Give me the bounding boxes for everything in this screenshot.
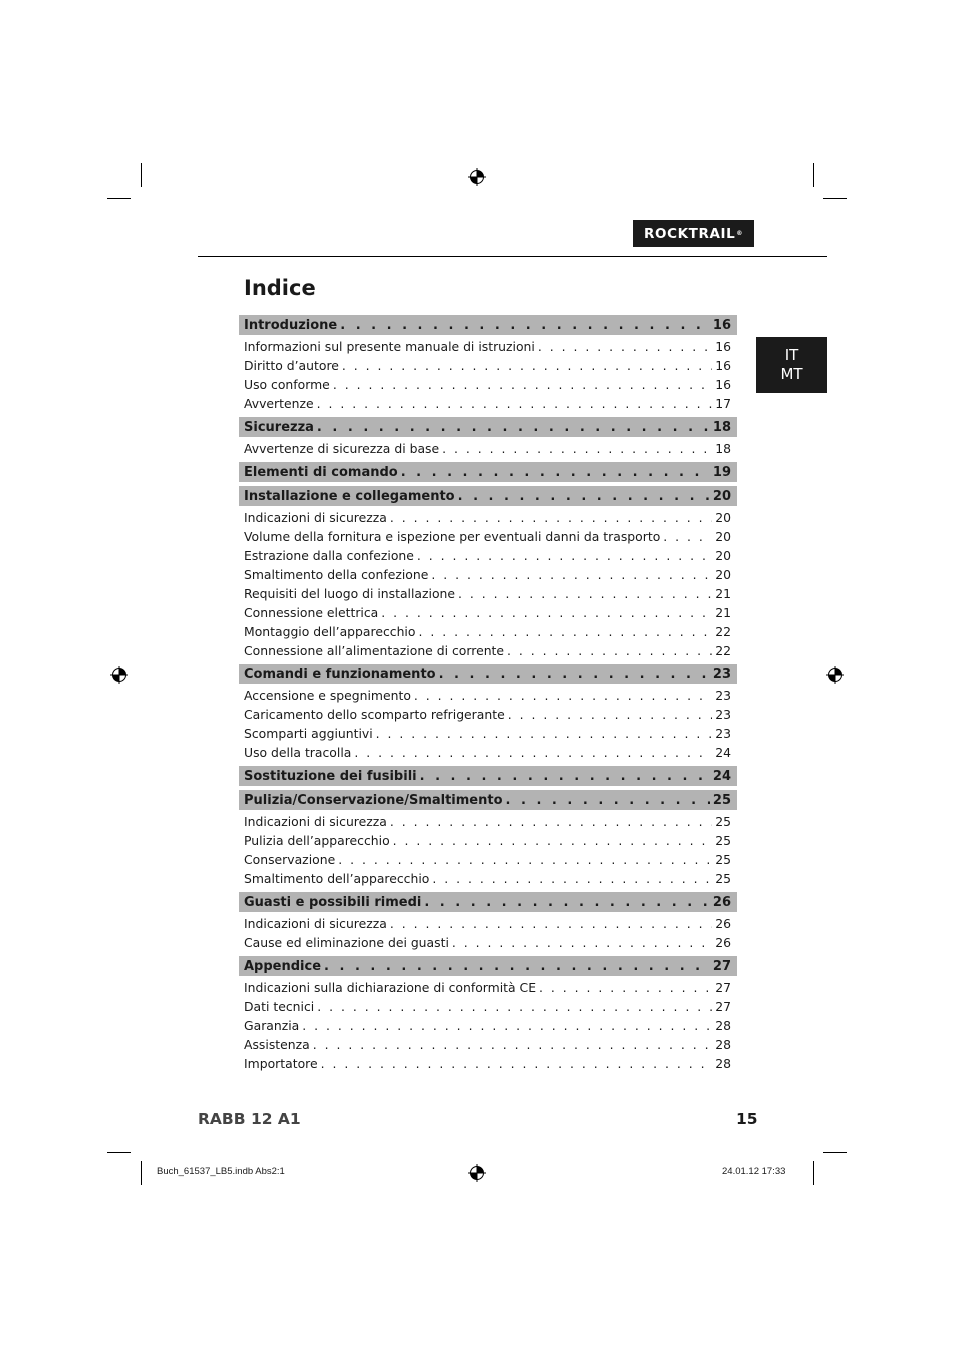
toc-leader-dots [431, 567, 712, 582]
crop-mark [107, 198, 131, 199]
toc-entry-label: Scomparti aggiuntivi [244, 726, 373, 741]
toc-entry-label: Informazioni sul presente manuale di istruzioni [244, 339, 535, 354]
toc-entry-label: Indicazioni sulla dichiarazione di conformità CE [244, 980, 537, 995]
toc-leader-dots [539, 980, 712, 995]
toc-section-page: 24 [712, 768, 731, 784]
toc-section-heading[interactable] [239, 956, 737, 976]
toc-entry-label: Smaltimento dell’apparecchio [244, 871, 430, 886]
brand-logo-text: ROCKTRAIL [644, 225, 736, 242]
toc-entry-page: 28 [715, 1018, 731, 1033]
toc-leader-dots [390, 916, 712, 931]
toc-entry-label: Uso della tracolla [244, 745, 352, 760]
toc-section-heading[interactable] [239, 315, 737, 335]
toc-entry-label: Diritto d’autore [244, 358, 339, 373]
toc-entry[interactable] [239, 394, 737, 413]
toc-entry-page: 16 [715, 377, 731, 392]
print-slug-date: 24.01.12 17:33 [722, 1166, 786, 1177]
toc-section-heading[interactable] [239, 486, 737, 506]
toc-section-page: 25 [712, 792, 731, 808]
toc-section-heading[interactable] [239, 766, 737, 786]
toc-entry-page: 27 [715, 980, 731, 995]
toc-leader-dots [418, 624, 712, 639]
toc-leader-dots [458, 489, 710, 504]
toc-entry[interactable] [239, 641, 737, 660]
toc-section-heading[interactable] [239, 892, 737, 912]
toc-entry-label: Montaggio dell’apparecchio [244, 624, 416, 639]
toc-leader-dots [538, 339, 712, 354]
language-code-mt: MT [780, 365, 803, 383]
print-slug-file: Buch_61537_LB5.indb Abs2:1 [157, 1166, 285, 1177]
toc-entry-label: Volume della fornitura e ispezione per eventuali danni da trasporto [244, 529, 661, 544]
toc-entry-label: Uso conforme [244, 377, 330, 392]
toc-section-page: 18 [712, 419, 731, 435]
toc-entry-page: 25 [715, 852, 731, 867]
toc-leader-dots [340, 318, 710, 333]
toc-entry-label: Indicazioni di sicurezza [244, 814, 387, 829]
toc-leader-dots [508, 707, 713, 722]
crop-mark [141, 1161, 142, 1185]
toc-entry[interactable] [239, 337, 737, 356]
toc-entry-label: Dati tecnici [244, 999, 315, 1014]
toc-section-page: 26 [712, 894, 731, 910]
toc-leader-dots [317, 396, 713, 411]
toc-entry[interactable] [239, 978, 737, 997]
crop-mark [107, 1152, 131, 1153]
toc-leader-dots [390, 510, 712, 525]
toc-leader-dots [439, 667, 710, 682]
toc-entry-page: 24 [715, 745, 731, 760]
model-number: RABB 12 A1 [198, 1110, 301, 1128]
toc-leader-dots [393, 833, 713, 848]
toc-entry[interactable] [239, 743, 737, 762]
toc-entry-page: 25 [715, 814, 731, 829]
toc-leader-dots [442, 441, 712, 456]
toc-entry-page: 23 [715, 726, 731, 741]
toc-entry[interactable] [239, 375, 737, 394]
toc-entry[interactable] [239, 933, 737, 952]
toc-section-title: Sicurezza [244, 419, 314, 435]
page-number: 15 [736, 1110, 758, 1128]
toc-leader-dots [338, 852, 712, 867]
toc-section-page: 16 [712, 317, 731, 333]
toc-section-title: Guasti e possibili rimedi [244, 894, 422, 910]
toc-entry-page: 20 [715, 510, 731, 525]
toc-entry-page: 20 [715, 548, 731, 563]
toc-entry[interactable] [239, 508, 737, 527]
toc-section-page: 19 [712, 464, 731, 480]
toc-leader-dots [376, 726, 713, 741]
toc-section-title: Introduzione [244, 317, 338, 333]
toc-entry-label: Caricamento dello scomparto refrigerante [244, 707, 505, 722]
toc-section-heading[interactable] [239, 664, 737, 684]
toc-entry[interactable] [239, 584, 737, 603]
toc-section-title: Appendice [244, 958, 322, 974]
toc-section-page: 23 [712, 666, 731, 682]
toc-leader-dots [506, 793, 710, 808]
toc-leader-dots [507, 643, 712, 658]
toc-entry-label: Indicazioni di sicurezza [244, 510, 387, 525]
toc-entry-label: Pulizia dell’apparecchio [244, 833, 390, 848]
toc-section-items [239, 508, 737, 660]
toc-section-items [239, 337, 737, 413]
toc-entry-label: Indicazioni di sicurezza [244, 916, 387, 931]
toc-section-heading[interactable] [239, 790, 737, 810]
toc-entry[interactable] [239, 831, 737, 850]
toc-entry[interactable] [239, 1016, 737, 1035]
toc-entry[interactable] [239, 622, 737, 641]
toc-section-title: Pulizia/Conservazione/Smaltimento [244, 792, 503, 808]
registration-mark-icon [826, 666, 844, 684]
toc-section-title: Comandi e funzionamento [244, 666, 436, 682]
toc-entry-page: 27 [715, 999, 731, 1014]
crop-mark [813, 163, 814, 187]
toc-leader-dots [663, 529, 712, 544]
toc-leader-dots [333, 377, 712, 392]
toc-section-page: 20 [712, 488, 731, 504]
crop-mark [823, 198, 847, 199]
toc-entry[interactable] [239, 1035, 737, 1054]
toc-entry[interactable] [239, 439, 737, 458]
toc-entry-label: Avvertenze di sicurezza di base [244, 441, 440, 456]
toc-entry-label: Requisiti del luogo di installazione [244, 586, 456, 601]
toc-entry-label: Conservazione [244, 852, 336, 867]
toc-entry-page: 22 [715, 643, 731, 658]
toc-entry-label: Smaltimento della confezione [244, 567, 429, 582]
toc-entry-page: 22 [715, 624, 731, 639]
crop-mark [813, 1161, 814, 1185]
language-tab [756, 337, 827, 393]
toc-section-page: 27 [712, 958, 731, 974]
toc-leader-dots [321, 1056, 713, 1071]
table-of-contents [239, 315, 737, 1077]
toc-leader-dots [342, 358, 712, 373]
toc-entry-label: Connessione all’alimentazione di corrente [244, 643, 505, 658]
toc-entry-label: Estrazione dalla confezione [244, 548, 414, 563]
toc-entry-label: Garanzia [244, 1018, 300, 1033]
toc-leader-dots [432, 871, 712, 886]
toc-leader-dots [417, 548, 712, 563]
toc-entry[interactable] [239, 705, 737, 724]
toc-entry-page: 23 [715, 707, 731, 722]
toc-entry-page: 26 [715, 935, 731, 950]
toc-section-items [239, 439, 737, 458]
toc-leader-dots [313, 1037, 713, 1052]
toc-leader-dots [317, 999, 712, 1014]
toc-entry-page: 16 [715, 339, 731, 354]
toc-entry-page: 25 [715, 871, 731, 886]
toc-entry[interactable] [239, 546, 737, 565]
toc-entry[interactable] [239, 914, 737, 933]
toc-entry-label: Avvertenze [244, 396, 314, 411]
toc-leader-dots [381, 605, 712, 620]
toc-leader-dots [458, 586, 712, 601]
toc-leader-dots [317, 420, 710, 435]
crop-mark [141, 163, 142, 187]
toc-entry-label: Assistenza [244, 1037, 310, 1052]
toc-entry[interactable] [239, 997, 737, 1016]
toc-entry[interactable] [239, 850, 737, 869]
toc-section-items [239, 914, 737, 952]
toc-entry-label: Cause ed eliminazione dei guasti [244, 935, 449, 950]
toc-leader-dots [401, 465, 710, 480]
toc-section-items [239, 812, 737, 888]
toc-entry-label: Accensione e spegnimento [244, 688, 411, 703]
toc-leader-dots [302, 1018, 712, 1033]
registration-mark-icon [468, 168, 486, 186]
toc-leader-dots [354, 745, 712, 760]
toc-entry-page: 20 [715, 567, 731, 582]
toc-leader-dots [390, 814, 712, 829]
toc-entry-page: 26 [715, 916, 731, 931]
toc-leader-dots [414, 688, 712, 703]
header-rule [198, 256, 827, 257]
toc-entry[interactable] [239, 724, 737, 743]
toc-section-heading[interactable] [239, 462, 737, 482]
toc-entry[interactable] [239, 1054, 737, 1073]
toc-entry[interactable] [239, 869, 737, 888]
toc-section-items [239, 686, 737, 762]
toc-entry-page: 21 [715, 605, 731, 620]
registration-mark-icon [110, 666, 128, 684]
toc-entry[interactable] [239, 812, 737, 831]
brand-logo [633, 220, 754, 247]
toc-section-title: Sostituzione dei fusibili [244, 768, 417, 784]
toc-entry[interactable] [239, 356, 737, 375]
toc-entry-label: Importatore [244, 1056, 318, 1071]
toc-entry[interactable] [239, 603, 737, 622]
toc-entry-page: 25 [715, 833, 731, 848]
toc-entry-page: 28 [715, 1056, 731, 1071]
registration-mark-icon [468, 1164, 486, 1182]
toc-entry[interactable] [239, 565, 737, 584]
toc-entry-label: Connessione elettrica [244, 605, 379, 620]
toc-leader-dots [324, 959, 710, 974]
language-code-it: IT [784, 346, 799, 364]
toc-section-title: Elementi di comando [244, 464, 398, 480]
registered-mark: ® [736, 230, 743, 237]
toc-leader-dots [420, 769, 710, 784]
toc-entry-page: 18 [715, 441, 731, 456]
toc-entry-page: 21 [715, 586, 731, 601]
toc-entry[interactable] [239, 527, 737, 546]
toc-entry-page: 23 [715, 688, 731, 703]
toc-leader-dots [452, 935, 712, 950]
toc-entry[interactable] [239, 686, 737, 705]
crop-mark [823, 1152, 847, 1153]
toc-section-heading[interactable] [239, 417, 737, 437]
toc-entry-page: 20 [715, 529, 731, 544]
toc-leader-dots [424, 895, 710, 910]
toc-section-title: Installazione e collegamento [244, 488, 455, 504]
toc-entry-page: 28 [715, 1037, 731, 1052]
toc-entry-page: 17 [715, 396, 731, 411]
page-title: Indice [244, 276, 316, 300]
toc-section-items [239, 978, 737, 1073]
toc-entry-page: 16 [715, 358, 731, 373]
